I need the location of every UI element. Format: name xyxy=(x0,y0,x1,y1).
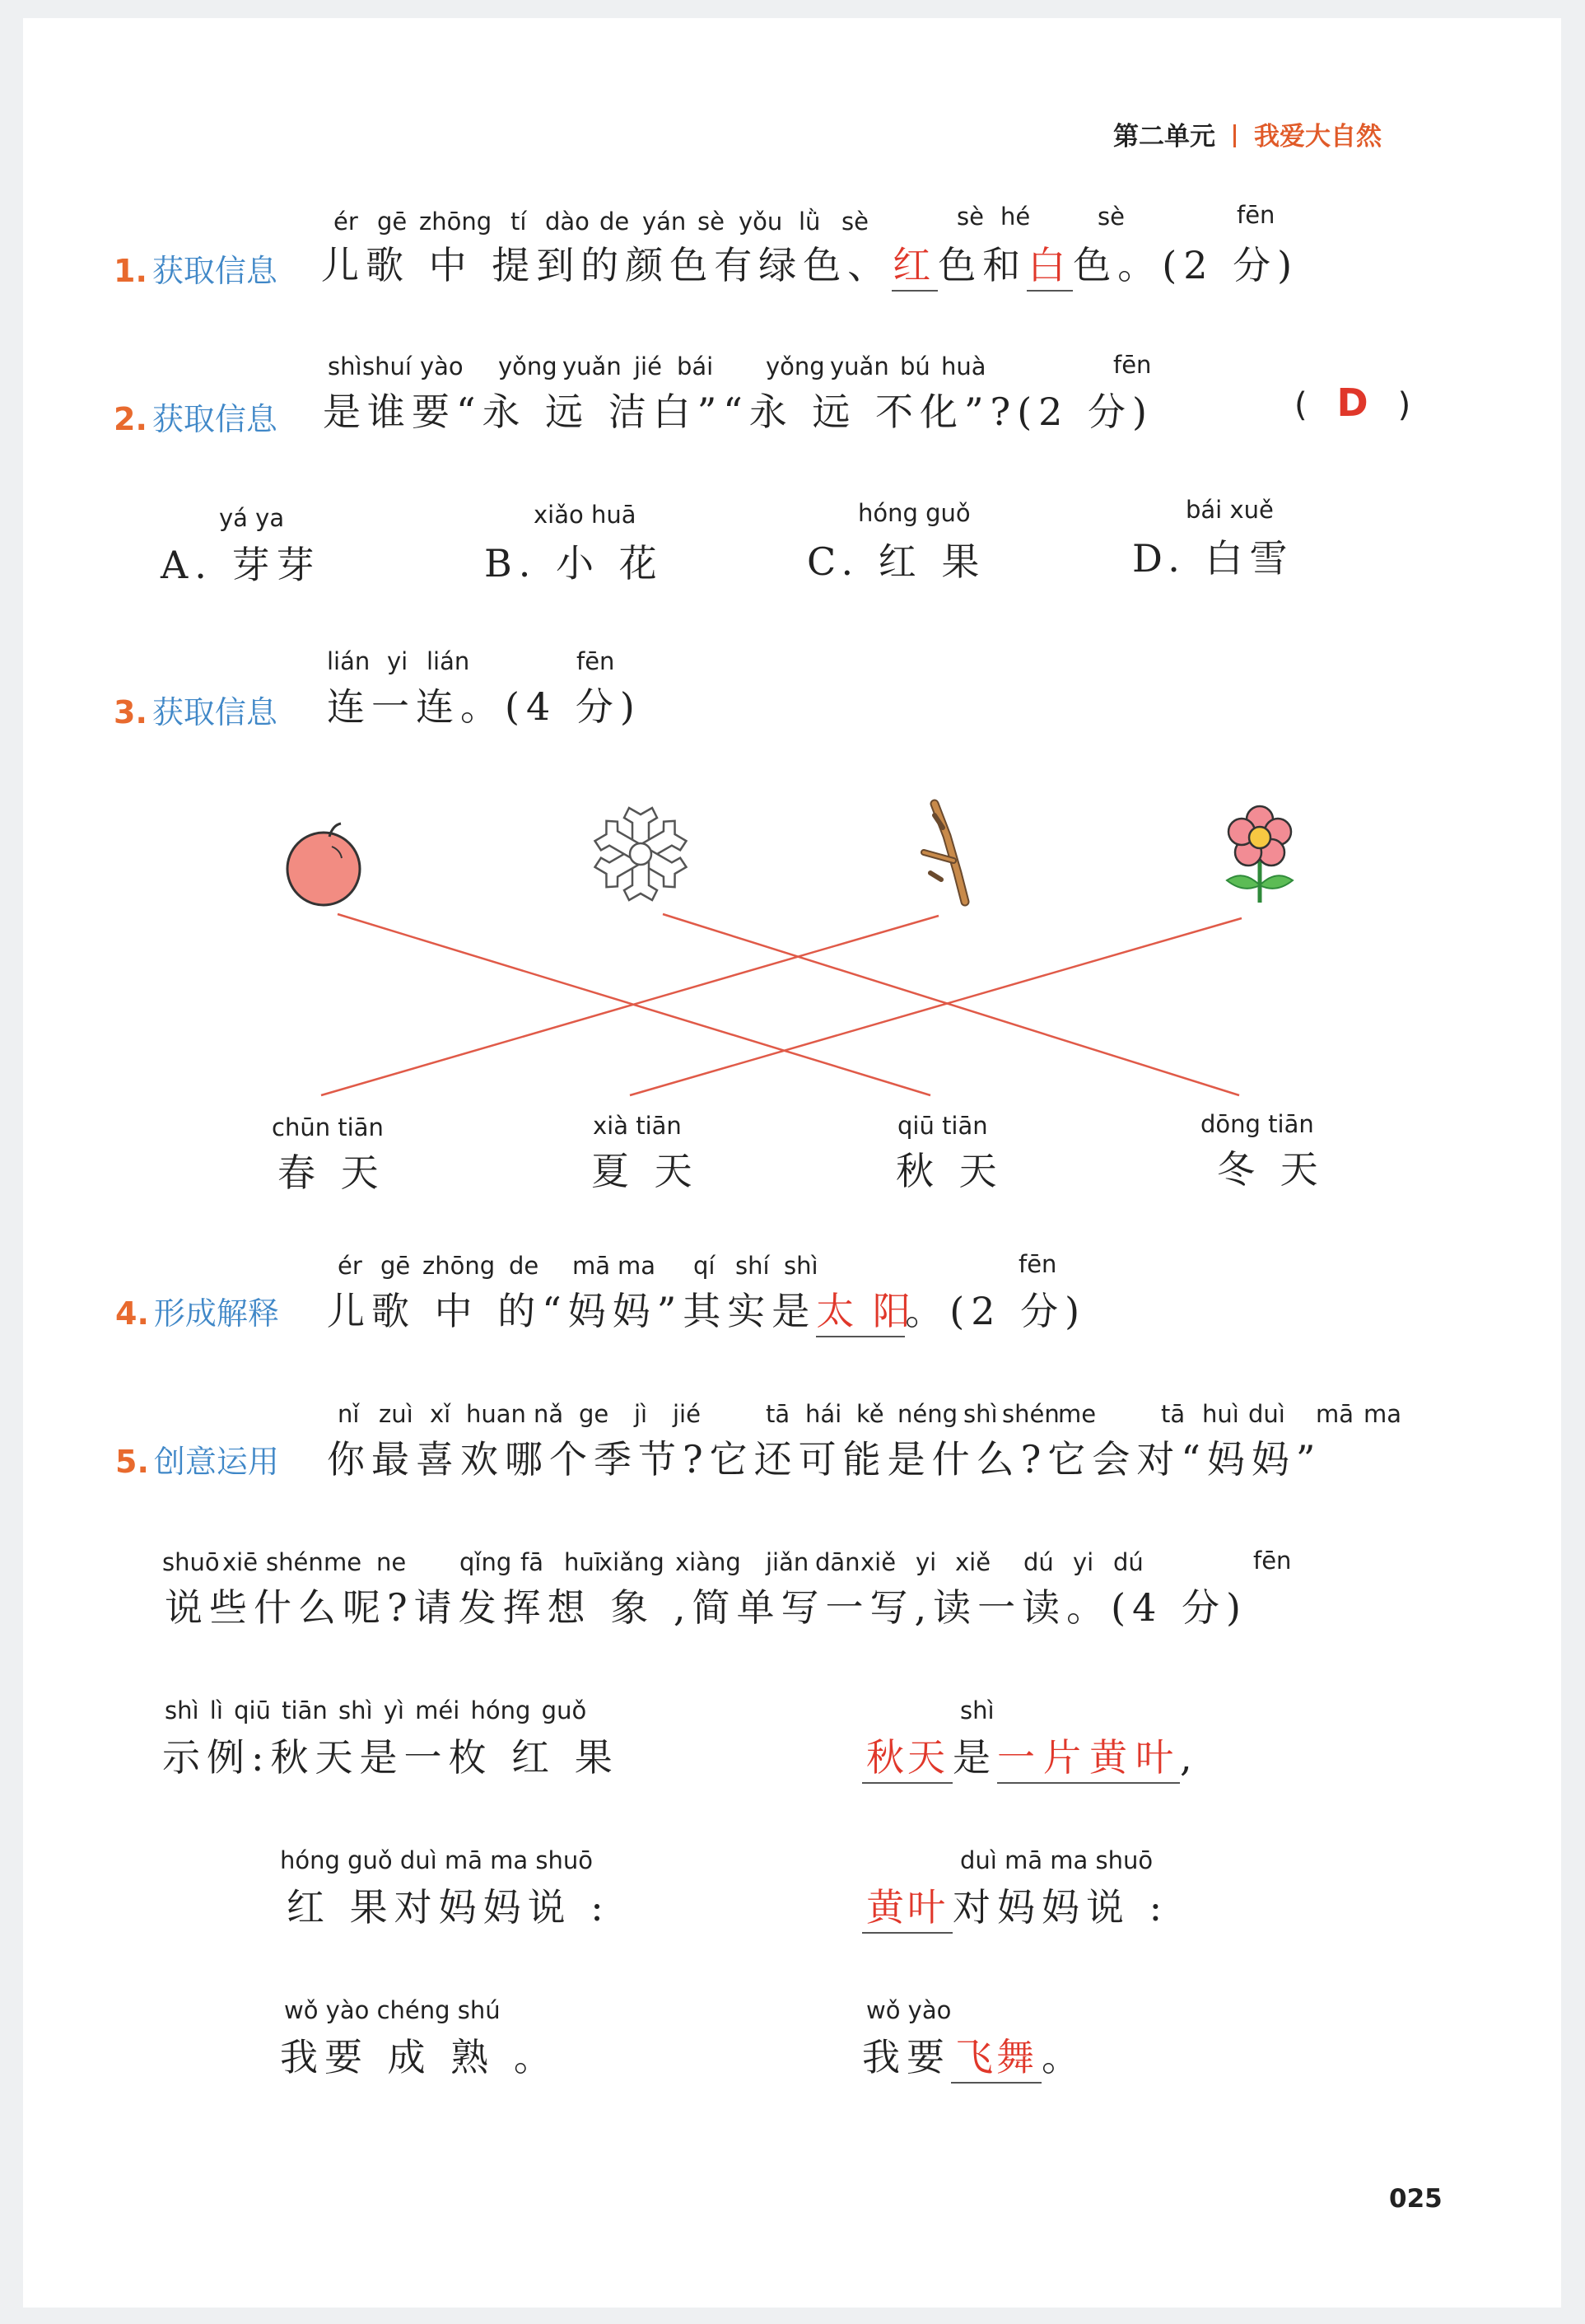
pinyin: shí xyxy=(735,1252,770,1280)
answer-blank[interactable]: 一片黄叶 xyxy=(997,1728,1180,1784)
example-line-2: 红 果对妈妈说 : xyxy=(287,1885,610,1930)
season-pinyin: xià tiān xyxy=(593,1112,682,1140)
option-b[interactable]: B. 小 花 xyxy=(484,541,664,586)
pinyin: yi xyxy=(387,647,408,675)
matching-lines xyxy=(321,914,1242,1095)
answer-blank-2[interactable]: 白 xyxy=(1027,236,1073,292)
option-pinyin: bái xuě xyxy=(1186,496,1274,524)
pinyin: fēn xyxy=(1019,1250,1057,1278)
answer-blank[interactable]: 黄叶 xyxy=(862,1878,953,1934)
pinyin: yuǎn xyxy=(562,352,622,380)
question-number: 3. xyxy=(114,694,147,730)
pinyin: yǒng xyxy=(498,352,557,380)
pinyin: yán xyxy=(642,208,687,236)
question-tag: 获取信息 xyxy=(152,253,277,289)
pinyin: shuí xyxy=(362,352,412,380)
pinyin: mā xyxy=(572,1252,611,1280)
option-a[interactable]: A. 芽芽 xyxy=(161,543,321,587)
pinyin: qí xyxy=(693,1252,716,1280)
answer-line-2: 黄叶 对妈妈说 : xyxy=(862,1878,1168,1934)
pinyin: ér xyxy=(333,208,358,236)
pinyin: dào xyxy=(545,208,590,236)
pinyin: sè xyxy=(697,208,725,236)
pinyin: bú xyxy=(900,352,930,380)
example-pinyin: hóng guǒ duì mā ma shuō xyxy=(280,1846,594,1874)
answer-choice[interactable]: D xyxy=(1336,380,1368,425)
question-tag: 创意运用 xyxy=(153,1444,279,1480)
pinyin: fēn xyxy=(1237,201,1275,229)
question-tag: 获取信息 xyxy=(152,694,277,730)
pinyin: yuǎn xyxy=(830,352,889,380)
answer-pinyin: wǒ yào xyxy=(866,1996,952,2024)
pinyin: bái xyxy=(677,352,714,380)
answer-blank[interactable]: 飞舞 xyxy=(951,2028,1042,2084)
pinyin: hé xyxy=(1000,203,1031,231)
pinyin: yǒu xyxy=(739,208,783,236)
pinyin: gē xyxy=(380,1252,411,1280)
season-autumn[interactable]: 秋 天 xyxy=(896,1149,1004,1193)
answer-line-3: 我要 飞舞 。 xyxy=(862,2028,1086,2084)
answer-blank[interactable]: 秋天 xyxy=(862,1728,953,1784)
answer-bracket: ( D ) xyxy=(1294,380,1411,425)
pinyin: ér xyxy=(338,1252,362,1280)
question-number: 4. xyxy=(115,1295,149,1332)
question-5-label xyxy=(115,1436,279,1482)
pinyin: yǒng xyxy=(766,352,825,380)
option-pinyin: hóng guǒ xyxy=(858,499,971,527)
pinyin: fēn xyxy=(1113,351,1152,379)
pinyin: zhōng xyxy=(422,1252,496,1280)
apple-icon xyxy=(287,824,360,905)
pinyin: lǜ xyxy=(799,208,821,236)
unit-title: 第二单元 xyxy=(1113,122,1215,152)
question-number: 5. xyxy=(115,1444,149,1480)
pinyin: shì xyxy=(328,352,362,380)
question-text: 。(2 分) xyxy=(905,1289,1087,1333)
season-pinyin: dōng tiān xyxy=(1200,1110,1314,1138)
pinyin: shì xyxy=(784,1252,818,1280)
question-text: 色和 xyxy=(938,243,1028,287)
question-number: 2. xyxy=(114,401,147,437)
option-c[interactable]: C. 红 果 xyxy=(807,539,986,584)
season-summer[interactable]: 夏 天 xyxy=(591,1149,699,1193)
answer-line-1: 秋天 是一片黄叶, xyxy=(862,1728,1199,1784)
answer-blank[interactable]: 太 阳 xyxy=(816,1281,905,1337)
pinyin: sè xyxy=(957,203,984,231)
option-pinyin: yá ya xyxy=(219,504,285,532)
pinyin: huà xyxy=(941,352,986,380)
question-text: 儿歌 中 提到的颜色有绿色、 xyxy=(321,243,893,287)
question-5-text-line2: 说些什么呢?请发挥想 象 ,简单写一写,读一读。(4 分) xyxy=(165,1585,1247,1630)
pinyin: zhōng xyxy=(419,208,492,236)
page-number: 025 xyxy=(1389,2184,1443,2214)
season-winter[interactable]: 冬 天 xyxy=(1217,1147,1325,1192)
branch-icon xyxy=(924,804,965,902)
question-5-text-line1: 你最喜欢哪个季节?它还可能是什么?它会对“妈妈” xyxy=(327,1437,1322,1482)
pinyin: gē xyxy=(377,208,408,236)
line-flower-summer xyxy=(630,918,1242,1095)
pinyin: tí xyxy=(510,208,527,236)
pinyin: sè xyxy=(841,208,869,236)
question-text: 儿歌 中 的“妈妈”其实是 xyxy=(327,1289,817,1333)
option-pinyin: xiǎo huā xyxy=(534,501,636,529)
season-spring[interactable]: 春 天 xyxy=(277,1150,385,1195)
pinyin: de xyxy=(599,208,630,236)
flower-icon xyxy=(1227,806,1293,903)
unit-theme: 我爱大自然 xyxy=(1254,122,1382,152)
pinyin: lián xyxy=(427,647,470,675)
pinyin: yào xyxy=(420,352,464,380)
pinyin: de xyxy=(509,1252,539,1280)
example-pinyin: shì lì qiū tiān shì yì méi hóng guǒ xyxy=(165,1696,587,1724)
example-pinyin: wǒ yào chéng shú xyxy=(284,1996,501,2024)
season-pinyin: qiū tiān xyxy=(897,1112,988,1140)
question-tag: 形成解释 xyxy=(153,1295,279,1332)
answer-pinyin: duì mā ma shuō xyxy=(960,1846,1154,1874)
example-line-3: 我要 成 熟 。 xyxy=(280,2035,558,2079)
question-3-text: 连一连。(4 分) xyxy=(327,684,641,729)
question-2-text: 是谁要“永 远 洁白”“永 远 不化”?(2 分) xyxy=(323,390,1154,434)
question-number: 1. xyxy=(114,253,147,289)
pinyin: fēn xyxy=(576,647,615,675)
answer-blank-1[interactable]: 红 xyxy=(892,236,938,292)
question-4-label xyxy=(115,1288,279,1333)
question-tag: 获取信息 xyxy=(152,401,277,437)
pinyin: ma xyxy=(618,1252,656,1280)
option-d[interactable]: D. 白雪 xyxy=(1132,536,1294,581)
question-text: 色。(2 分) xyxy=(1073,243,1299,287)
answer-pinyin: shì xyxy=(960,1696,995,1724)
pinyin: lián xyxy=(327,647,371,675)
example-line-1: 示例:秋天是一枚 红 果 xyxy=(162,1735,619,1780)
line-snow-winter xyxy=(663,914,1239,1095)
snowflake-icon xyxy=(593,808,689,900)
pinyin: jié xyxy=(634,352,662,380)
pinyin: sè xyxy=(1098,203,1125,231)
line-branch-spring xyxy=(321,916,939,1095)
season-pinyin: chūn tiān xyxy=(272,1113,384,1141)
question-4-text xyxy=(327,1281,1086,1337)
